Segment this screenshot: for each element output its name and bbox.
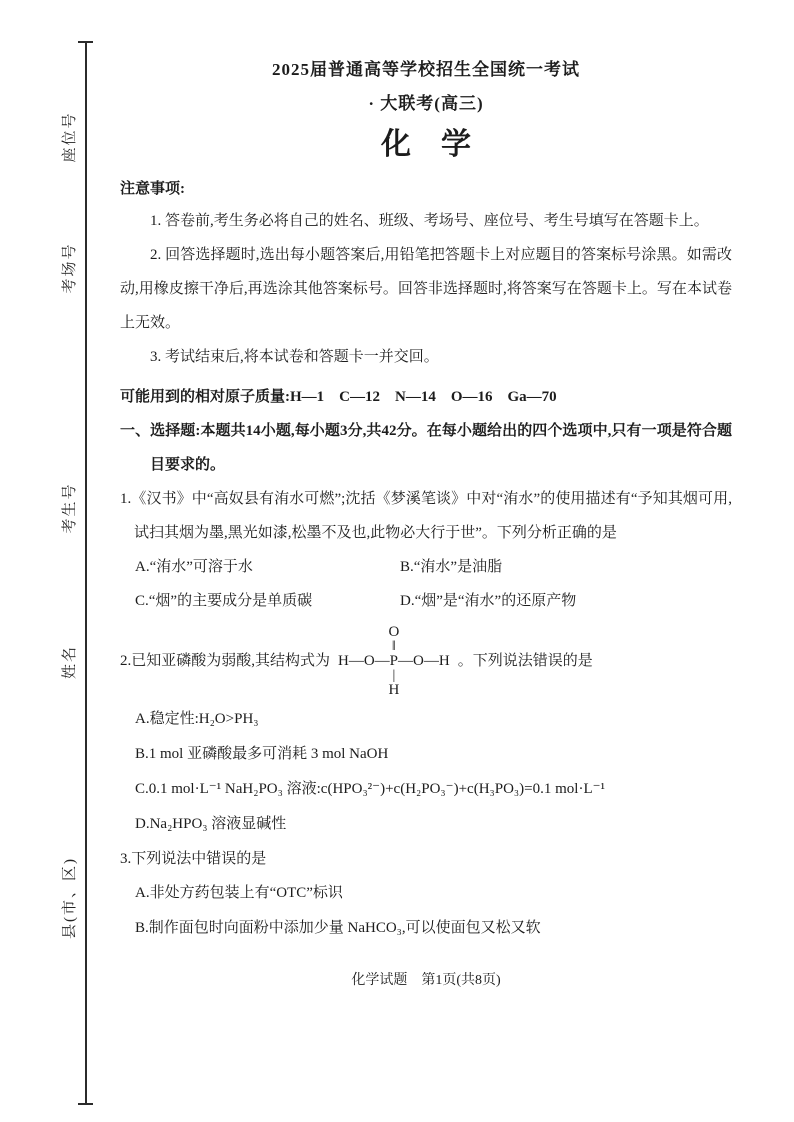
question-2-option-a: A.稳定性:H₂O>PH₃ (135, 711, 259, 727)
structure-double-bond: ‖ (391, 639, 396, 654)
question-1-options-row-2 (120, 584, 732, 618)
subject-title: 化 学 (381, 128, 471, 161)
section-one-heading: 一、选择题:本题共14小题,每小题3分,共42分。在每小题给出的四个选项中,只有一项是符合题目要求的。 (120, 423, 732, 473)
question-1-option-b: B.“洧水”是油脂 (400, 559, 503, 575)
seal-field-name: 姓名 (62, 645, 78, 680)
notice-item-2: 2. 回答选择题时,选出每小题答案后,用铅笔把答题卡上对应题目的答案标号涂黑。如需改动,用橡皮擦干净后,再选涂其他答案标号。回答非选择题时,将答案写在答题卡上。写在本试卷上无效。 (120, 247, 732, 331)
notice-heading: 注意事项: (120, 181, 185, 197)
question-3-stem: 3.下列说法中错误的是 (120, 851, 267, 867)
phosphorous-acid-structural-formula (338, 624, 450, 698)
question-2-stem-before: 2.已知亚磷酸为弱酸,其结构式为 (120, 653, 331, 669)
seal-field-seat-number: 座位号 (62, 111, 78, 163)
question-3-option-b: B.制作面包时向面粉中添加少量 NaHCO₃,可以使面包又松又软 (135, 920, 541, 936)
question-1-options-row-1 (120, 550, 732, 584)
question-1-option-c: C.“烟”的主要成分是单质碳 (135, 593, 313, 609)
notice-item-3: 3. 考试结束后,将本试卷和答题卡一并交回。 (150, 349, 439, 365)
seal-field-county: 县(市、区) (62, 857, 78, 939)
exam-subtitle: · 大联考(高三) (368, 94, 484, 113)
question-2-stem-after: 。下列说法错误的是 (457, 653, 593, 669)
question-1-option-a: A.“洧水”可溶于水 (135, 559, 253, 575)
structure-bottom-hydrogen: H (388, 682, 400, 698)
page-footer: 化学试题 第1页(共8页) (351, 973, 501, 988)
seal-line-top-tick (78, 41, 93, 43)
seal-line-bottom-tick (78, 1103, 93, 1105)
structure-top-oxygen: O (388, 624, 400, 640)
question-2-stem (120, 624, 732, 698)
atomic-masses-line: 可能用到的相对原子质量:H—1 C—12 N—14 O—16 Ga—70 (120, 389, 557, 405)
question-1-stem: 1.《汉书》中“高奴县有洧水可燃”;沈括《梦溪笔谈》中对“洧水”的使用描述有“予知其烟可用,试扫其烟为墨,黑光如漆,松墨不及也,此物必大行于世”。下列分析正确的是 (120, 491, 732, 541)
structure-middle-chain: H—O—P—O—H (338, 653, 450, 669)
question-2-option-d: D.Na₂HPO₃ 溶液显碱性 (135, 816, 287, 832)
question-2-option-b: B.1 mol 亚磷酸最多可消耗 3 mol NaOH (135, 746, 389, 762)
question-2-option-c: C.0.1 mol·L⁻¹ NaH₂PO₃ 溶液:c(HPO₃²⁻)+c(H₂PO₃⁻)+c(H₃PO₃)=0.1 mol·L⁻¹ (135, 781, 606, 797)
seal-field-exam-room-number: 考场号 (62, 242, 78, 294)
exam-content (120, 58, 732, 992)
question-1-option-d: D.“烟”是“洧水”的还原产物 (400, 593, 577, 609)
notice-item-1: 1. 答卷前,考生务必将自己的姓名、班级、考场号、座位号、考生号填写在答题卡上。 (150, 213, 709, 229)
seal-field-candidate-number: 考生号 (62, 482, 78, 534)
seal-binding-line (85, 42, 87, 1104)
question-3-option-a: A.非处方药包装上有“OTC”标识 (135, 885, 343, 901)
exam-title: 2025届普通高等学校招生全国统一考试 (272, 60, 580, 79)
structure-single-bond: | (392, 668, 396, 683)
